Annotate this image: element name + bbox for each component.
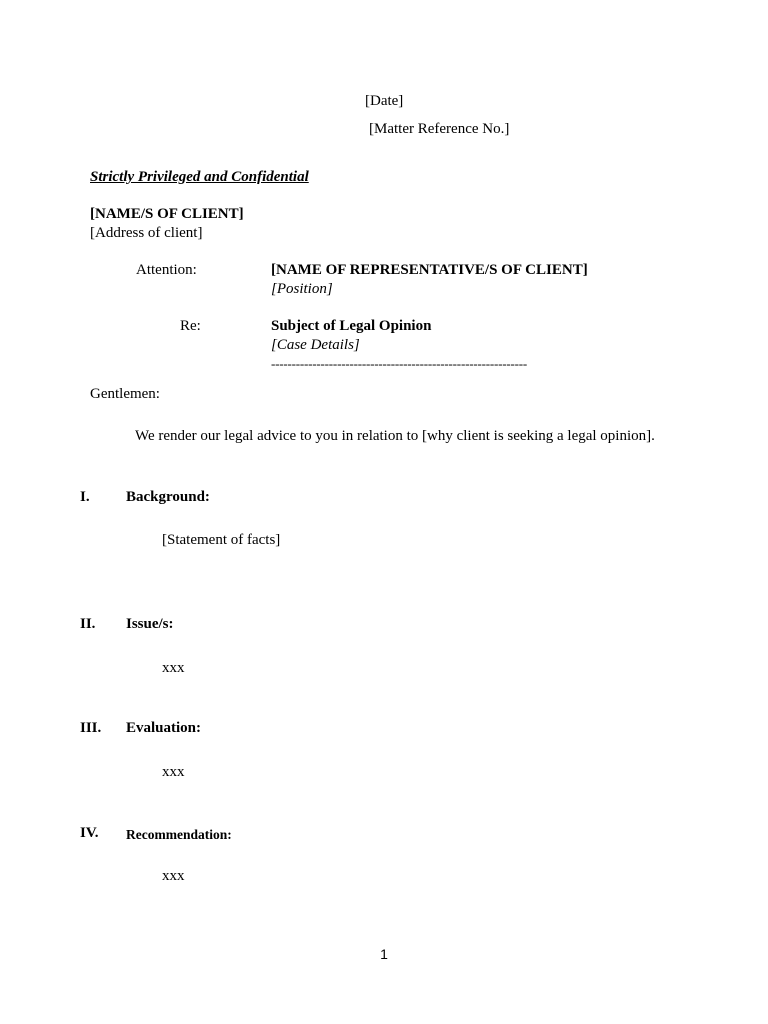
section-3-body: xxx (162, 764, 185, 780)
attention-name: [NAME OF REPRESENTATIVE/S OF CLIENT] (271, 262, 588, 278)
attention-label: Attention: (136, 262, 197, 278)
matter-reference-line: [Matter Reference No.] (369, 121, 510, 137)
section-2-heading: Issue/s: (126, 616, 174, 632)
date-line: [Date] (365, 93, 404, 109)
salutation: Gentlemen: (90, 386, 160, 402)
section-2-body: xxx (162, 660, 185, 676)
page-number: 1 (380, 946, 388, 962)
section-1-body: [Statement of facts] (162, 532, 281, 548)
re-label: Re: (180, 318, 201, 334)
client-address: [Address of client] (90, 225, 203, 241)
re-case-details: [Case Details] (271, 337, 360, 353)
attention-position: [Position] (271, 281, 333, 297)
section-4-body: xxx (162, 868, 185, 884)
re-divider-rule: -------------------------------------------------------------- (271, 356, 528, 371)
section-4-heading: Recommendation: (126, 827, 232, 842)
client-name: [NAME/S OF CLIENT] (90, 206, 244, 222)
section-1-numeral: I. (80, 489, 90, 505)
section-1-heading: Background: (126, 489, 210, 505)
intro-paragraph: We render our legal advice to you in relation to [why client is seeking a legal opinion]. (135, 428, 655, 444)
re-subject: Subject of Legal Opinion (271, 318, 432, 334)
section-3-heading: Evaluation: (126, 720, 202, 736)
confidentiality-notice: Strictly Privileged and Confidential (90, 169, 309, 185)
section-4-numeral: IV. (80, 825, 99, 841)
section-2-numeral: II. (80, 616, 96, 632)
section-3-numeral: III. (80, 720, 102, 736)
